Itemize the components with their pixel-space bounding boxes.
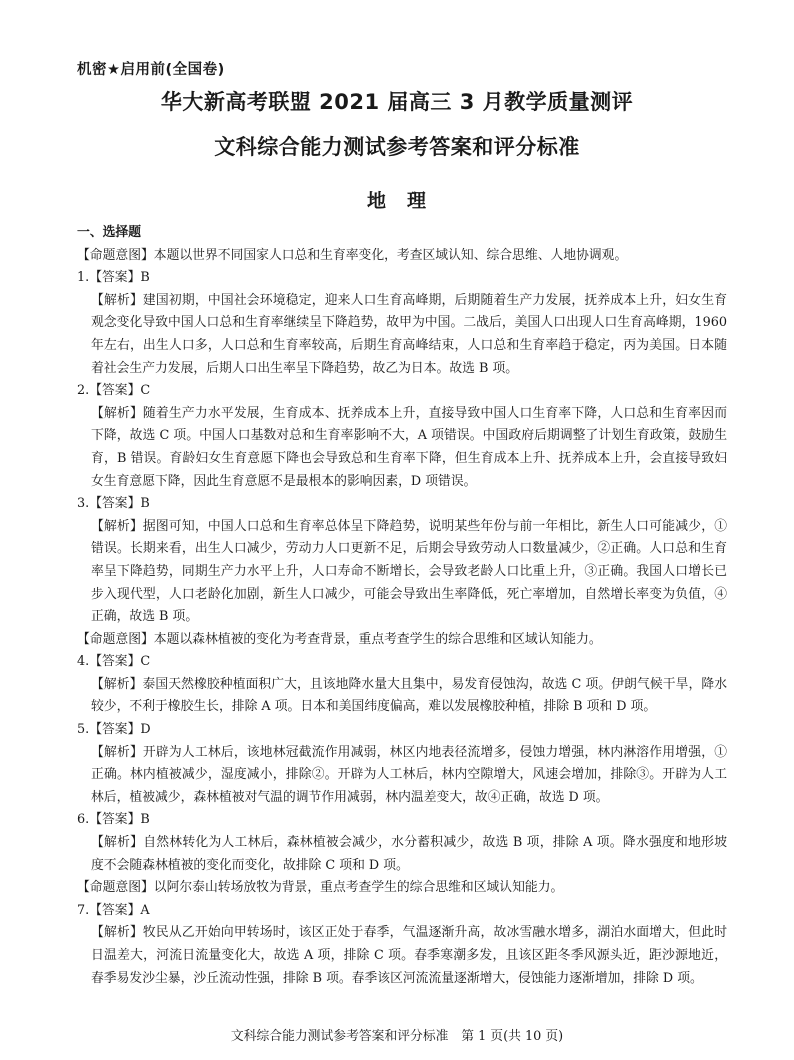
answer-line: 1.【答案】B bbox=[77, 270, 150, 286]
answer-line: 2.【答案】C bbox=[77, 383, 151, 399]
answer-line: 4.【答案】C bbox=[77, 654, 151, 670]
exam-title: 华大新高考联盟 2021 届高三 3 月教学质量测评 bbox=[160, 90, 634, 114]
analysis-paragraph: 【解析】牧民从乙开始向甲转场时，该区正处于春季，气温逐渐升高，故冰雪融水增多，湖泊水面增大，但此时日温差大，河流日流量变化大，故选 A 项，排除 C 项。春季寒潮多发，且该区距冬季风源头近，距沙源地近，春季易发沙尘暴，沙丘流动性强，排除 B 项。春季该区河流流量逐渐增大，侵蚀能力逐渐增加，排除 D 项。 bbox=[91, 925, 727, 986]
analysis-paragraph: 【解析】随着生产力水平发展，生育成本、抚养成本上升，直接导致中国人口生育率下降，人口总和生育率因而下降，故选 C 项。中国人口基数对总和生育率影响不大，A 项错误。中国政府后期调整了计划生育政策，鼓励生育，B 错误。育龄妇女生育意愿下降也会导致总和生育率下降，但生育成本上升、抚养成本上升，会直接导致妇女生育意愿下降，因此生育意愿不是最根本的影响因素，D 项错误。 bbox=[91, 405, 727, 489]
answer-line: 7.【答案】A bbox=[77, 902, 150, 918]
analysis-paragraph: 【解析】自然林转化为人工林后，森林植被会减少，水分蓄积减少，故选 B 项，排除 A 项。降水强度和地形坡度不会随森林植被的变化而变化，故排除 C 项和 D 项。 bbox=[91, 835, 727, 873]
confidential-label: 机密★启用前(全国卷) bbox=[77, 62, 225, 78]
subject-heading: 地 理 bbox=[366, 190, 427, 212]
analysis-paragraph: 【解析】开辟为人工林后，该地林冠截流作用减弱，林区内地表径流增多，侵蚀力增强，林内淋溶作用增强，①正确。林内植被减少，湿度减小，排除②。开辟为人工林后，林内空隙增大，风速会增加，排除③。开辟为人工林后，植被减少，森林植被对气温的调节作用减弱，林内温差变大，故④正确，故选 D 项。 bbox=[91, 744, 727, 805]
analysis-paragraph: 【解析】泰国天然橡胶种植面积广大，且该地降水量大且集中，易发育侵蚀沟，故选 C 项。伊朗气候干旱，降水较少，不利于橡胶生长，排除 A 项。日本和美国纬度偏高，难以发展橡胶种植，排除 B 项和 D 项。 bbox=[91, 676, 727, 715]
answer-line: 3.【答案】B bbox=[77, 496, 150, 512]
analysis-paragraph: 【解析】建国初期，中国社会环境稳定，迎来人口生育高峰期，后期随着生产力发展，抚养成本上升，妇女生育观念变化导致中国人口总和生育率继续呈下降趋势，故甲为中国。二战后，美国人口出现人口生育高峰期，1960 年左右，出生人口多，人口总和生育率较高，后期生育高峰结束，人口总和生育率趋于稳定，丙为美国。日本随着社会生产力发展，后期人口出生率呈下降趋势，故乙为日本。故选 B 项。 bbox=[91, 292, 727, 376]
answer-content bbox=[77, 222, 727, 990]
question-intent: 【命题意图】以阿尔泰山转场放牧为背景，重点考查学生的综合思维和区域认知能力。 bbox=[77, 880, 564, 896]
answer-line: 5.【答案】D bbox=[77, 722, 151, 738]
question-intent: 【命题意图】本题以世界不同国家人口总和生育率变化，考查区域认知、综合思维、人地协调观。 bbox=[77, 247, 628, 263]
answer-line: 6.【答案】B bbox=[77, 812, 150, 828]
section-heading: 一、选择题 bbox=[77, 225, 141, 240]
answer-key-title: 文科综合能力测试参考答案和评分标准 bbox=[214, 135, 580, 159]
analysis-paragraph: 【解析】据图可知，中国人口总和生育率总体呈下降趋势，说明某些年份与前一年相比，新生人口可能减少，①错误。长期来看，出生人口减少，劳动力人口更新不足，后期会导致劳动人口数量减少，②正确。人口总和生育率呈下降趋势，同期生产力水平上升，人口寿命不断增长，会导致老龄人口比重上升，③正确。我国人口增长已步入现代型，人口老龄化加剧，新生人口减少，可能会导致出生率降低，死亡率增加，自然增长率变为负值，④正确，故选 B 项。 bbox=[91, 518, 727, 625]
question-intent: 【命题意图】本题以森林植被的变化为考查背景，重点考查学生的综合思维和区域认知能力。 bbox=[77, 631, 602, 647]
page-footer: 文科综合能力测试参考答案和评分标准 第 1 页(共 10 页) bbox=[230, 1029, 564, 1044]
